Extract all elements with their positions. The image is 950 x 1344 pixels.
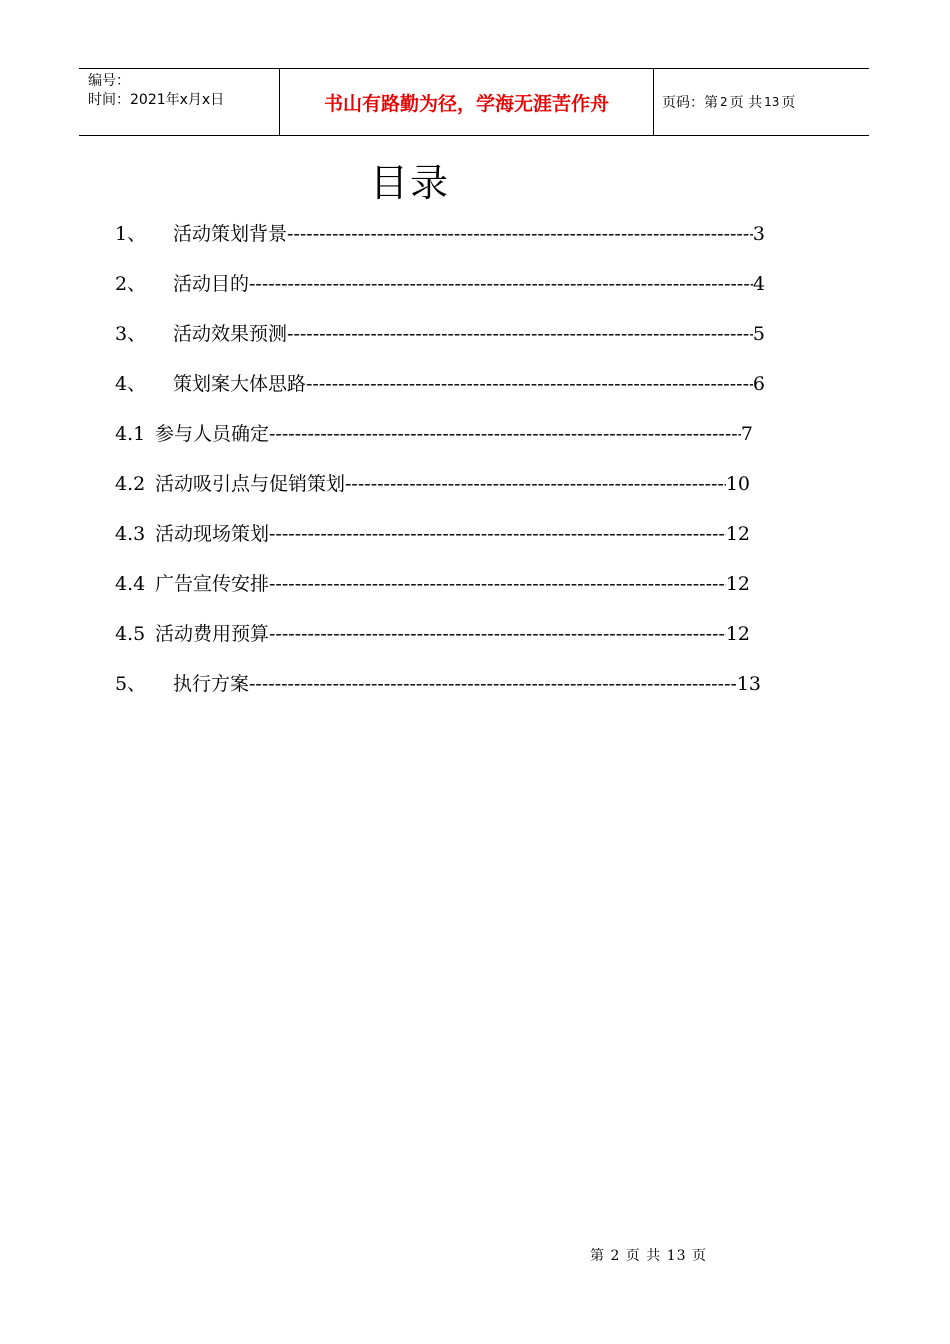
toc-entry-number: 4、 [115, 373, 147, 395]
toc-entry-text: 活动目的 [173, 273, 250, 295]
header-time-label: 时间：2021年x月x日 [88, 92, 225, 108]
toc-entry-text: 执行方案 [173, 673, 250, 695]
toc-entry-page: 4 [752, 273, 765, 295]
toc-entry-leader [287, 220, 753, 248]
toc-entry-leader [269, 520, 726, 548]
toc-entry-number: 4.3 [115, 523, 146, 545]
toc-entry-page: 13 [736, 673, 761, 695]
toc-entry-number: 4.5 [115, 623, 146, 645]
toc-entry-text: 活动现场策划 [155, 523, 270, 545]
toc-entry[interactable] [115, 420, 753, 448]
header-number-label: 编号： [88, 73, 130, 89]
toc-entry-number: 2、 [115, 273, 147, 295]
toc-entry-page: 5 [752, 323, 765, 345]
toc-entry[interactable] [115, 470, 750, 498]
toc-title: 目录 [370, 161, 451, 205]
header-meta [79, 69, 280, 135]
toc-entry-number: 4.2 [115, 473, 146, 495]
toc-entry-page: 7 [740, 423, 753, 445]
toc-entry-page: 6 [752, 373, 765, 395]
toc-entry[interactable] [115, 320, 765, 348]
toc-entry-leader [306, 370, 753, 398]
header-motto: 书山有路勤为径，学海无涯苦作舟 [280, 69, 654, 135]
toc-entry-page: 12 [725, 523, 750, 545]
toc-entry[interactable] [115, 620, 750, 648]
toc-entry-leader [269, 620, 726, 648]
toc-entry[interactable] [115, 520, 750, 548]
toc-entry[interactable] [115, 570, 750, 598]
toc-entry-number: 4.4 [115, 573, 146, 595]
header-page-current: 2 [720, 95, 728, 109]
toc-entry[interactable] [115, 220, 765, 248]
toc-entry-leader [287, 320, 753, 348]
toc-entry[interactable] [115, 370, 765, 398]
toc-entry-text: 广告宣传安排 [155, 573, 270, 595]
toc-entry[interactable] [115, 670, 761, 698]
toc-entry-page: 3 [752, 223, 765, 245]
toc-entry-text: 活动吸引点与促销策划 [155, 473, 346, 495]
toc-entry[interactable] [115, 270, 765, 298]
header-page-total: 13 [764, 95, 780, 109]
toc-entry-number: 1、 [115, 223, 147, 245]
toc-entry-page: 12 [725, 623, 750, 645]
toc-entry-text: 参与人员确定 [155, 423, 270, 445]
toc-entry-number: 5、 [115, 673, 147, 695]
toc-entry-leader [269, 420, 741, 448]
toc-entry-leader [345, 470, 726, 498]
toc-entry-number: 4.1 [115, 423, 146, 445]
header-page-suffix: 页 [781, 95, 796, 111]
toc-entry-text: 策划案大体思路 [173, 373, 307, 395]
toc-entry-text: 活动策划背景 [173, 223, 288, 245]
toc-entry-leader [249, 270, 753, 298]
toc-entry-number: 3、 [115, 323, 147, 345]
toc-entry-leader [249, 670, 737, 698]
header-page-info [654, 69, 869, 135]
toc-entry-page: 10 [725, 473, 750, 495]
toc-entry-text: 活动效果预测 [173, 323, 288, 345]
toc-entry-leader [269, 570, 726, 598]
page-header [79, 68, 869, 136]
header-page-prefix: 页码：第 [662, 95, 718, 111]
toc-entry-page: 12 [725, 573, 750, 595]
page-footer: 第 2 页 共 13 页 [590, 1248, 707, 1264]
toc-entry-text: 活动费用预算 [155, 623, 270, 645]
header-page-mid: 页 共 [729, 95, 763, 111]
